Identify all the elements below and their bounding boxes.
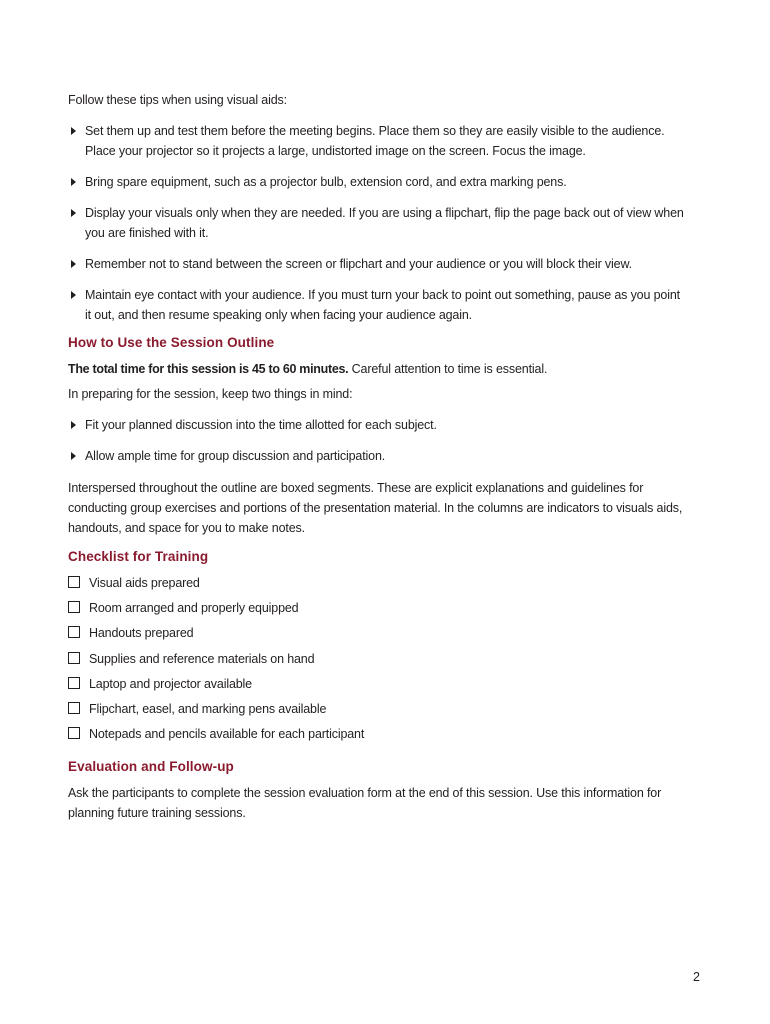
checklist-item[interactable] (68, 623, 668, 648)
intro-text: Follow these tips when using visual aids: (68, 93, 287, 107)
session-time-rest: Careful attention to time is essential. (348, 362, 548, 376)
checklist-heading: Checklist for Training (68, 549, 209, 564)
tip-line: Display your visuals only when they are needed. If you are using a flipchart, flip the page back out of view when (85, 206, 684, 220)
checkbox[interactable] (68, 576, 80, 588)
checkbox[interactable] (68, 601, 80, 613)
checklist-item[interactable] (68, 573, 668, 598)
checklist-item-label: Handouts prepared (89, 626, 194, 641)
checkbox[interactable] (68, 677, 80, 689)
checklist-item[interactable] (68, 724, 668, 749)
point-line: Allow ample time for group discussion and participation. (85, 449, 386, 463)
list-item (68, 172, 708, 192)
checklist-item-label: Flipchart, easel, and marking pens available (89, 701, 327, 716)
paragraph-line: handouts, and space for you to make notes. (68, 521, 305, 535)
list-item (68, 446, 708, 466)
checkbox[interactable] (68, 652, 80, 664)
checklist-item-label: Laptop and projector available (89, 676, 252, 691)
checklist-item-label: Room arranged and properly equipped (89, 601, 299, 616)
session-outline-heading: How to Use the Session Outline (68, 335, 275, 350)
tip-line: Maintain eye contact with your audience. If you must turn your back to point out something, pause as you point (85, 288, 680, 302)
checklist-item[interactable] (68, 649, 668, 674)
paragraph-line: Ask the participants to complete the session evaluation form at the end of this session. Use this information for (68, 786, 662, 800)
triangle-bullet-icon (71, 421, 76, 429)
tip-line: Set them up and test them before the meeting begins. Place them so they are easily visible to the audience. (85, 124, 665, 138)
session-time-text (68, 359, 708, 379)
triangle-bullet-icon (71, 260, 76, 268)
paragraph-line: planning future training sessions. (68, 806, 246, 820)
tip-line: Remember not to stand between the screen or flipchart and your audience or you will block their view. (85, 257, 632, 271)
triangle-bullet-icon (71, 178, 76, 186)
visual-aid-tips-list (68, 121, 708, 336)
checklist-item[interactable] (68, 674, 668, 699)
list-item (68, 121, 708, 161)
list-item (68, 203, 708, 243)
interspersed-paragraph (68, 478, 708, 538)
training-checklist (68, 573, 668, 749)
page-number: 2 (693, 970, 700, 984)
session-time-bold: The total time for this session is 45 to 60 minutes. (68, 362, 349, 376)
preparing-text: In preparing for the session, keep two things in mind: (68, 387, 353, 401)
tip-line: Place your projector so it projects a large, undistorted image on the screen. Focus the image. (85, 144, 586, 158)
paragraph-line: Interspersed throughout the outline are boxed segments. These are explicit explanations and guidelines for (68, 481, 644, 495)
evaluation-heading: Evaluation and Follow-up (68, 759, 234, 774)
point-line: Fit your planned discussion into the time allotted for each subject. (85, 418, 437, 432)
triangle-bullet-icon (71, 209, 76, 217)
triangle-bullet-icon (71, 452, 76, 460)
list-item (68, 415, 708, 435)
checklist-item[interactable] (68, 699, 668, 724)
checkbox[interactable] (68, 702, 80, 714)
checklist-item-label: Supplies and reference materials on hand (89, 651, 315, 666)
triangle-bullet-icon (71, 291, 76, 299)
checklist-item-label: Notepads and pencils available for each participant (89, 727, 365, 742)
tip-line: Bring spare equipment, such as a projector bulb, extension cord, and extra marking pens. (85, 175, 567, 189)
checklist-item-label: Visual aids prepared (89, 576, 200, 590)
paragraph-line: conducting group exercises and portions of the presentation material. In the columns are indicators to visuals aids, (68, 501, 683, 515)
checklist-item[interactable] (68, 598, 668, 623)
tip-line: you are finished with it. (85, 226, 209, 240)
list-item (68, 254, 708, 274)
checkbox[interactable] (68, 626, 80, 638)
preparing-points-list (68, 415, 708, 477)
list-item (68, 285, 708, 325)
evaluation-paragraph (68, 783, 708, 823)
tip-line: it out, and then resume speaking only when facing your audience again. (85, 308, 472, 322)
triangle-bullet-icon (71, 127, 76, 135)
checkbox[interactable] (68, 727, 80, 739)
